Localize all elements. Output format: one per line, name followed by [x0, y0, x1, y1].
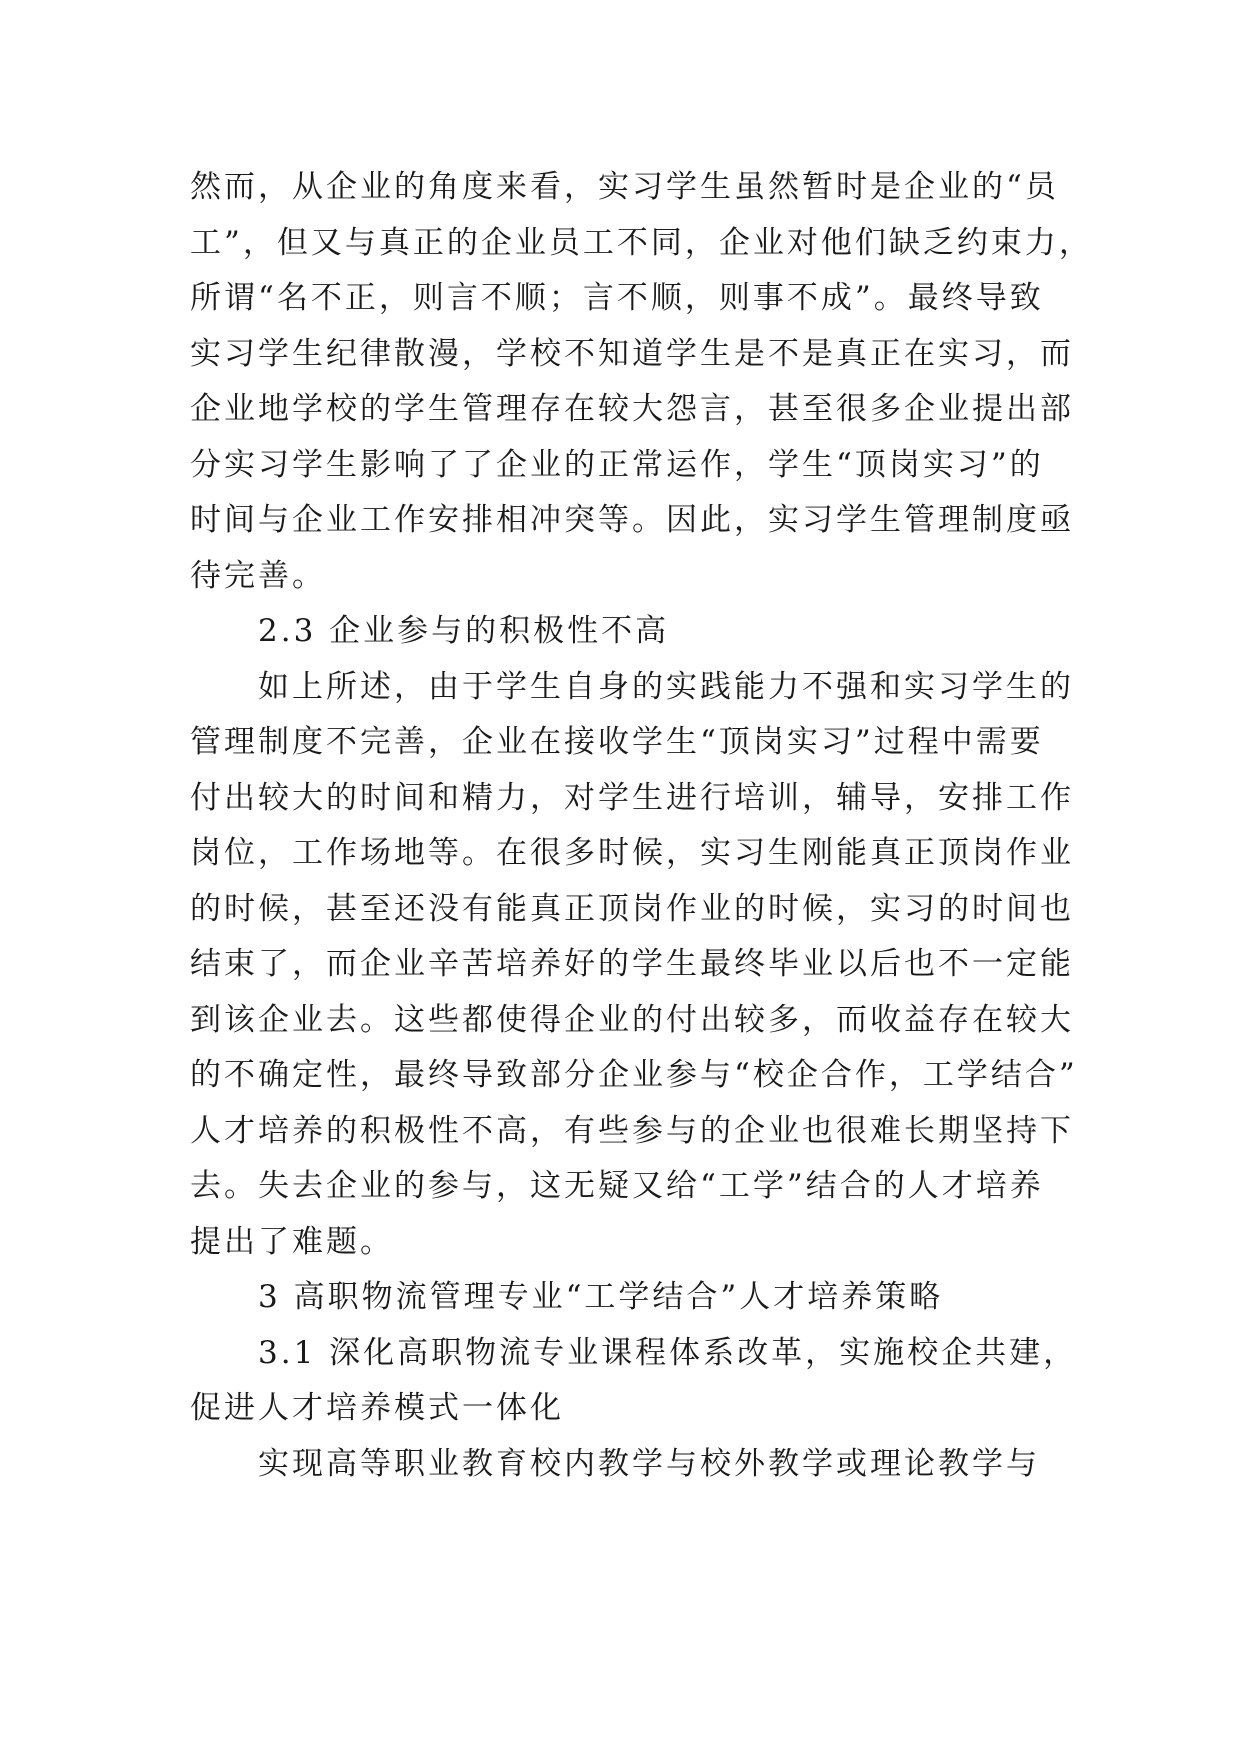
- section-heading-3-1: 3.1 深化高职物流专业课程体系改革，实施校企共建，: [258, 1334, 1078, 1371]
- document-page: [190, 160, 1093, 1492]
- text-line: 待完善。: [190, 557, 326, 594]
- text-line: 实现高等职业教育校内教学与校外教学或理论教学与: [258, 1445, 1040, 1482]
- text-line: 工”，但又与真正的企业员工不同，企业对他们缺乏约束力，: [190, 224, 1093, 261]
- section-heading-3: 3 高职物流管理专业“工学结合”人才培养策略: [258, 1279, 944, 1315]
- text-line: 然而，从企业的角度来看，实习学生虽然暂时是企业的“员: [190, 169, 1059, 205]
- text-line: 时间与企业工作安排相冲突等。因此，实习学生管理制度亟: [190, 502, 1074, 538]
- text-line: 所谓“名不正，则言不顺；言不顺，则事不成”。最终导致: [190, 280, 1044, 316]
- text-line: 到该企业去。这些都使得企业的付出较多，而收益存在较大: [190, 1001, 1074, 1038]
- text-line: 实习学生纪律散漫，学校不知道学生是不是真正在实习，而: [190, 335, 1074, 372]
- text-line: 分实习学生影响了了企业的正常运作，学生“顶岗实习”的: [190, 446, 1044, 483]
- text-line: 人才培养的积极性不高，有些参与的企业也很难长期坚持下: [190, 1112, 1074, 1149]
- section-heading-3-1-continued: 促进人才培养模式一体化: [190, 1390, 564, 1426]
- text-line: 去。失去企业的参与，这无疑又给“工学”结合的人才培养: [190, 1168, 1044, 1204]
- text-line: 管理制度不完善，企业在接收学生“顶岗实习”过程中需要: [190, 724, 1044, 760]
- text-line: 岗位，工作场地等。在很多时候，实习生刚能真正顶岗作业: [190, 835, 1074, 871]
- text-line: 付出较大的时间和精力，对学生进行培训，辅导，安排工作: [190, 779, 1074, 816]
- text-line: 企业地学校的学生管理存在较大怨言，甚至很多企业提出部: [190, 391, 1074, 427]
- text-line: 的不确定性，最终导致部分企业参与“校企合作，工学结合”: [190, 1057, 1078, 1093]
- text-line: 结束了，而企业辛苦培养好的学生最终毕业以后也不一定能: [190, 946, 1074, 982]
- text-line: 提出了难题。: [190, 1223, 394, 1260]
- text-line: 如上所述，由于学生自身的实践能力不强和实习学生的: [258, 668, 1074, 705]
- text-line: 的时候，甚至还没有能真正顶岗作业的时候，实习的时间也: [190, 890, 1074, 927]
- section-heading-2-3: 2.3 企业参与的积极性不高: [258, 613, 670, 649]
